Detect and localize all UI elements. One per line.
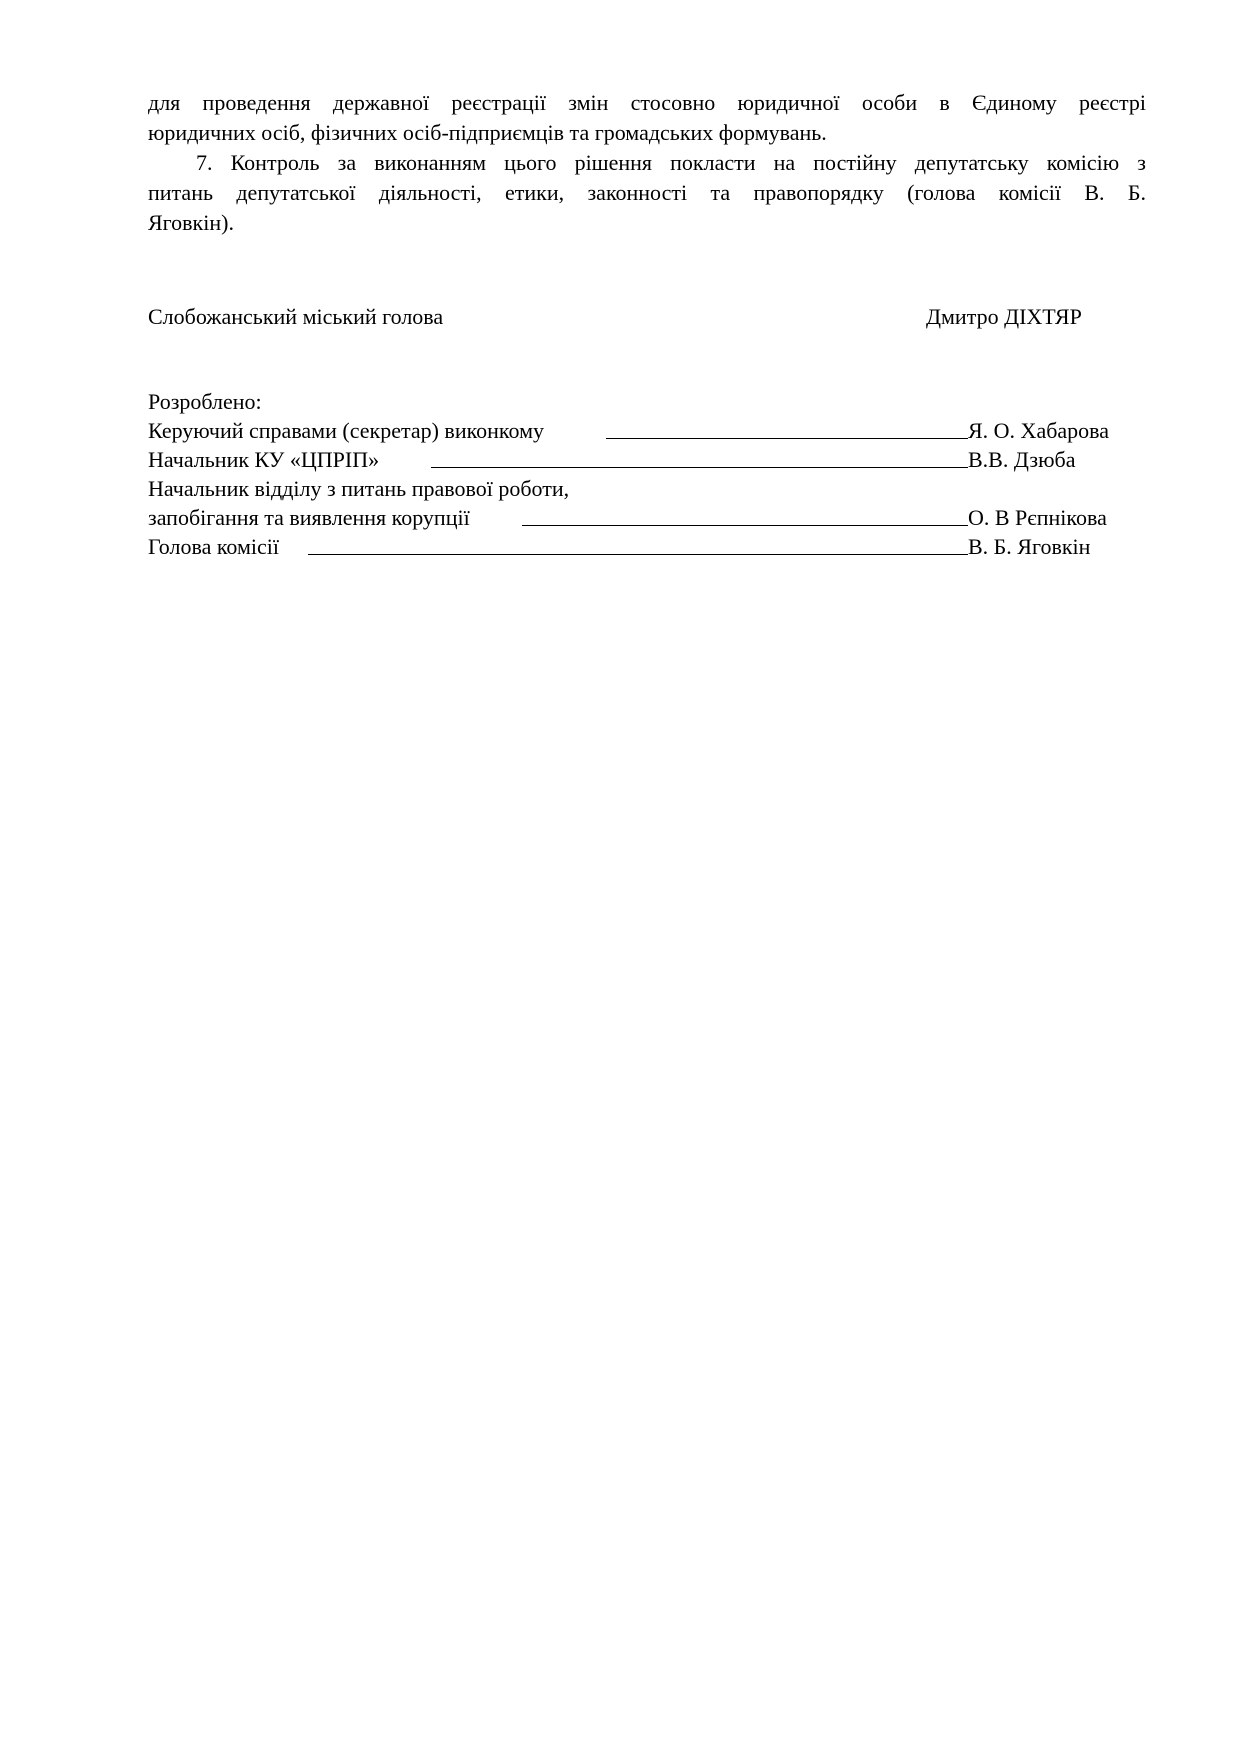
developed-heading: Розроблено: [148, 389, 262, 414]
approval-person: В.В. Дзюба [968, 447, 1076, 472]
paragraph-line: Яговкін). [148, 210, 234, 235]
paragraph-line: 7. Контроль за виконанням цього рішення покласти на постійну депутатську комісію з [196, 150, 1146, 175]
paragraph-registration [148, 88, 1146, 148]
signature-line [606, 438, 968, 439]
mayor-name: Дмитро ДІХТЯР [926, 304, 1082, 329]
approval-role: запобігання та виявлення корупції [148, 505, 470, 530]
approval-person: В. Б. Яговкін [968, 534, 1091, 559]
paragraph-control [148, 148, 1146, 238]
approval-role: Керуючий справами (секретар) виконкому [148, 418, 545, 443]
mayor-title: Слобожанський міський голова [148, 304, 444, 329]
approval-row [148, 416, 1138, 445]
signature-line [308, 554, 968, 555]
paragraph-line: юридичних осіб, фізичних осіб-підприємців та громадських формувань. [148, 120, 827, 145]
approval-role: Начальник відділу з питань правової роботи, [148, 476, 570, 501]
signature-line [431, 467, 968, 468]
approval-role: Голова комісії [148, 534, 280, 559]
approval-row [148, 532, 1138, 561]
signature-line [522, 525, 968, 526]
paragraph-line: для проведення державної реєстрації змін стосовно юридичної особи в Єдиному реєстрі [148, 90, 1146, 115]
approval-person: О. В Рєпнікова [968, 505, 1107, 530]
approval-person: Я. О. Хабарова [968, 418, 1110, 443]
developed-by-section [148, 387, 1138, 561]
approval-row [148, 503, 1138, 532]
approval-row [148, 445, 1138, 474]
approval-role: Начальник КУ «ЦПРІП» [148, 447, 380, 472]
approval-row [148, 474, 1138, 503]
paragraph-line: питань депутатської діяльності, етики, законності та правопорядку (голова комісії В. Б. [148, 180, 1146, 205]
